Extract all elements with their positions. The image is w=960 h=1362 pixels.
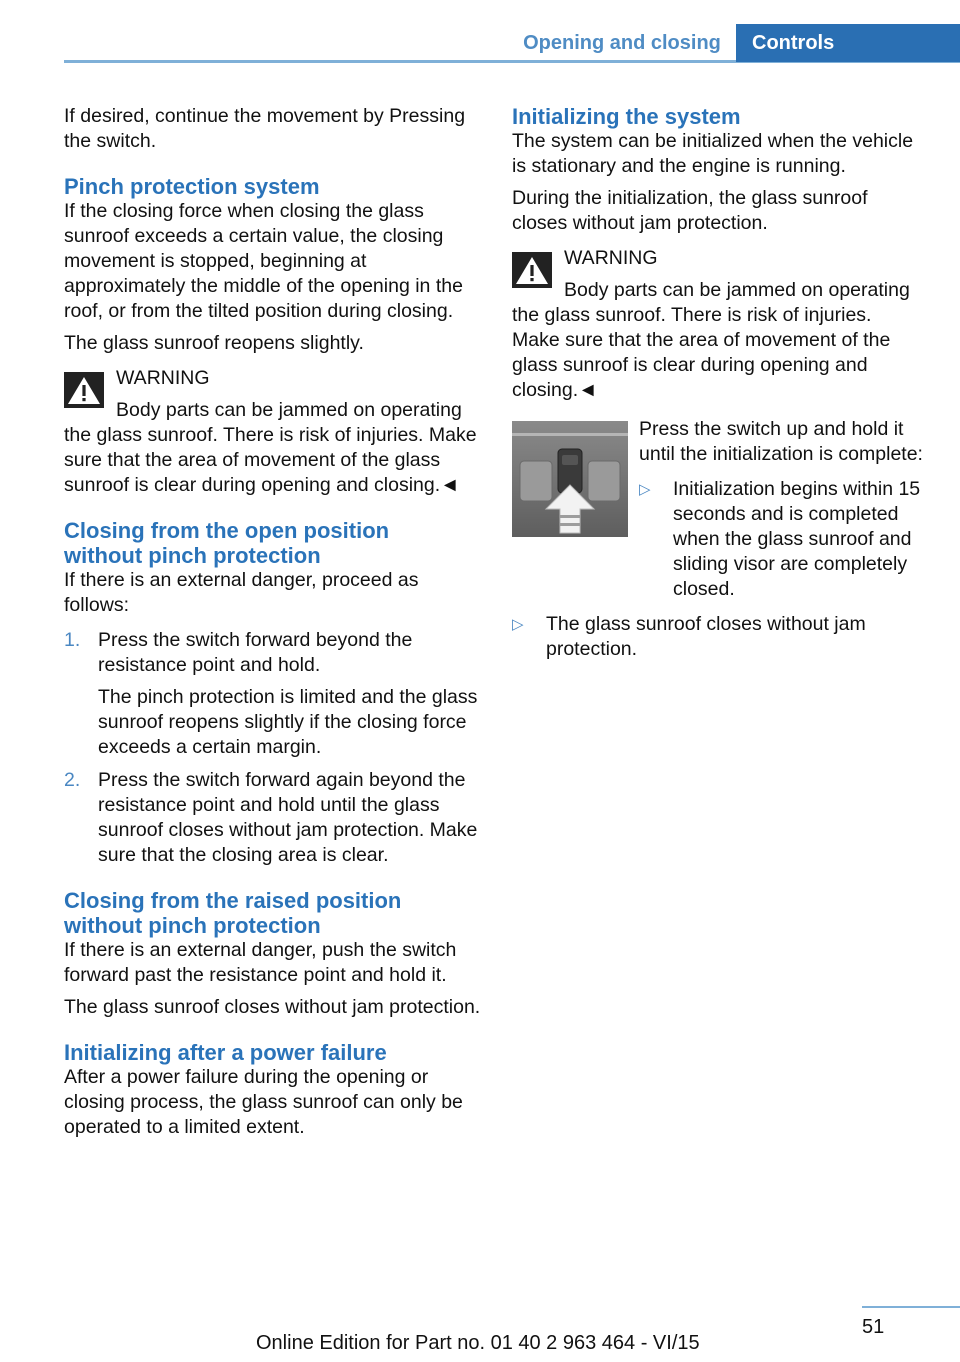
step-text: Press the switch forward beyond the resistance point and hold. xyxy=(98,629,413,676)
warning-text: Body parts can be jammed on operating the glass sunroof. There is risk of injuries. Make sure that the area of movement of the glass sunroof is clear during opening and closing.◄ xyxy=(512,279,910,401)
power-failure-heading: Initializing after a power failure xyxy=(64,1040,387,1065)
left-column xyxy=(64,104,482,1140)
initializing-paragraph-2: During the initialization, the glass sunroof closes without jam protection. xyxy=(512,187,868,234)
right-column xyxy=(512,104,924,662)
step-number: 2. xyxy=(64,769,81,791)
raised-position-heading-line1: Closing from the raised position xyxy=(64,888,402,913)
header-chapter-label: Controls xyxy=(752,32,835,54)
triangle-bullet-icon: ▷ xyxy=(639,481,651,498)
intro-paragraph: If desired, continue the movement by Pressing the switch. xyxy=(64,105,466,152)
warning-label: WARNING xyxy=(116,367,210,389)
switch-instruction-text xyxy=(639,417,924,602)
power-failure-paragraph: After a power failure during the opening or closing process, the glass sunroof can only be operated to a limited extent. xyxy=(64,1066,463,1138)
footer-rule xyxy=(862,1306,960,1308)
warning-icon xyxy=(64,372,104,408)
step-subtext: The pinch protection is limited and the glass sunroof reopens slightly if the closing force exceeds a certain margin. xyxy=(98,686,478,758)
raised-position-heading xyxy=(64,888,482,938)
edition-note: Online Edition for Part no. 01 40 2 963 464 - VI/15 xyxy=(256,1332,700,1354)
header-chapter-tab xyxy=(736,24,960,62)
open-position-intro: If there is an external danger, proceed as follows: xyxy=(64,569,419,616)
pinch-protection-heading: Pinch protection system xyxy=(64,174,320,199)
list-item xyxy=(64,768,482,868)
warning-text: Body parts can be jammed on operating the glass sunroof. There is risk of injuries. Make sure that the area of movement of the glass sunroof is clear during opening and closing.◄ xyxy=(64,399,477,496)
initializing-paragraph-1: The system can be initialized when the vehicle is stationary and the engine is running. xyxy=(512,130,914,177)
triangle-bullet-icon: ▷ xyxy=(512,616,524,633)
open-position-steps xyxy=(64,628,482,868)
initializing-system-heading: Initializing the system xyxy=(512,104,741,129)
initialization-bullets-continued xyxy=(512,612,924,662)
list-item xyxy=(639,477,924,602)
warning-block xyxy=(64,366,482,498)
warning-block xyxy=(512,246,924,403)
list-item xyxy=(64,628,482,760)
bullet-text: Initialization begins within 15 seconds and is completed when the glass sunroof and sliding visor are completely closed. xyxy=(673,478,921,600)
warning-label: WARNING xyxy=(564,247,658,269)
open-position-heading-line2: without pinch protection xyxy=(64,543,321,568)
header-section-title: Opening and closing xyxy=(523,32,721,54)
sunroof-switch-image xyxy=(512,421,628,537)
raised-position-paragraph-1: If there is an external danger, push the switch forward past the resistance point and hold it. xyxy=(64,939,457,986)
raised-position-heading-line2: without pinch protection xyxy=(64,913,321,938)
pinch-paragraph-1: If the closing force when closing the glass sunroof exceeds a certain value, the closing movement is stopped, beginning at approximately the middle of the opening in the roof, or from the tilted position during closing. xyxy=(64,200,463,322)
pinch-paragraph-2: The glass sunroof reopens slightly. xyxy=(64,332,364,354)
bullet-text: The glass sunroof closes without jam protection. xyxy=(546,613,866,660)
page-number: 51 xyxy=(862,1316,885,1338)
switch-instruction xyxy=(512,417,924,602)
list-item xyxy=(512,612,924,662)
open-position-heading-line1: Closing from the open position xyxy=(64,518,390,543)
press-switch-paragraph: Press the switch up and hold it until the initialization is complete: xyxy=(639,418,923,465)
raised-position-paragraph-2: The glass sunroof closes without jam protection. xyxy=(64,996,481,1018)
step-number: 1. xyxy=(64,629,81,651)
open-position-heading xyxy=(64,518,482,568)
step-text: Press the switch forward again beyond the resistance point and hold until the glass sunroof closes without jam protection. Make sure that the closing area is clear. xyxy=(98,769,478,866)
initialization-bullets xyxy=(639,477,924,602)
warning-icon xyxy=(512,252,552,288)
